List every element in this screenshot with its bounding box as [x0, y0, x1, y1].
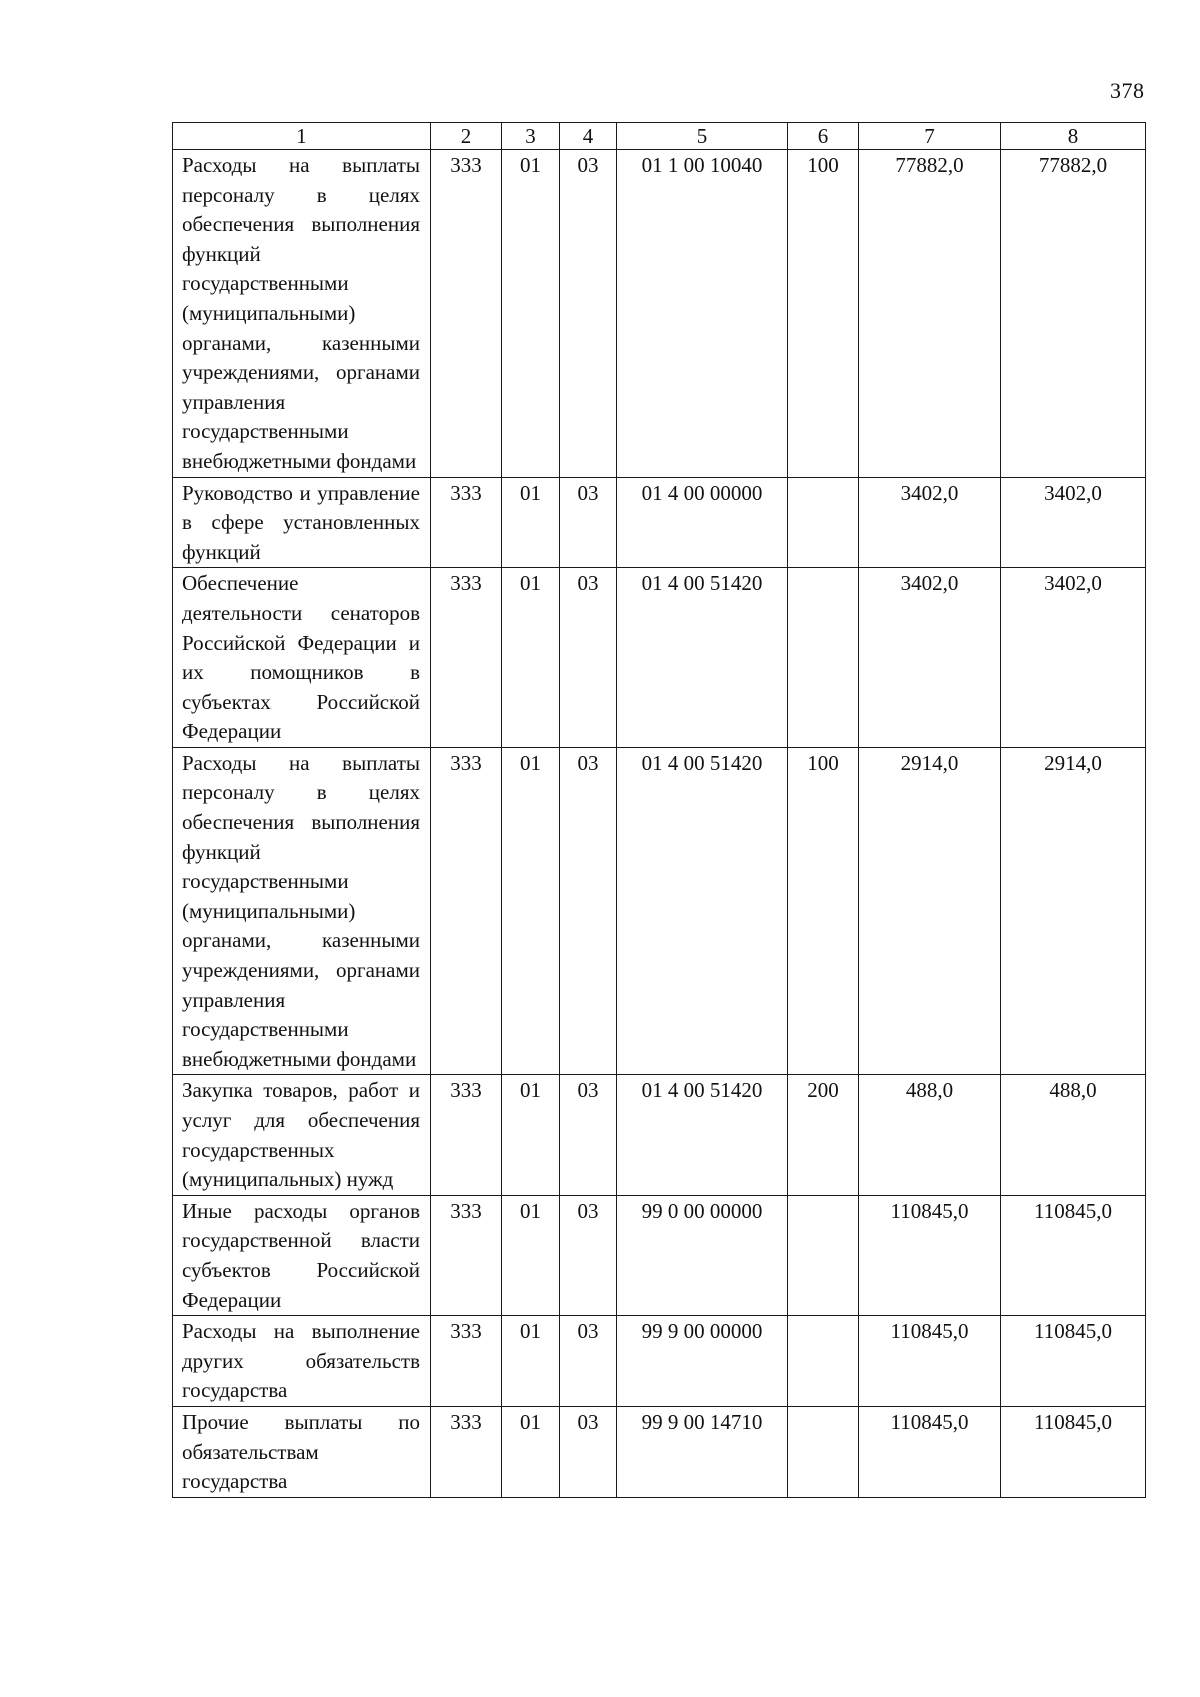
target-item-cell: 99 0 00 00000 — [617, 1195, 788, 1315]
column-header-8: 8 — [1001, 123, 1146, 150]
table-row — [173, 477, 1146, 568]
expense-type-cell: 100 — [788, 747, 859, 1075]
amount-cell-col8: 3402,0 — [1001, 477, 1146, 568]
target-item-cell: 01 4 00 51420 — [617, 568, 788, 748]
budget-table — [172, 122, 1146, 1498]
subsection-code-cell: 03 — [560, 568, 617, 748]
subsection-code-cell: 03 — [560, 1075, 617, 1195]
subsection-code-cell: 03 — [560, 1316, 617, 1407]
amount-cell-col8: 3402,0 — [1001, 568, 1146, 748]
expense-type-cell — [788, 568, 859, 748]
amount-cell-col8: 110845,0 — [1001, 1406, 1146, 1497]
target-item-cell: 01 4 00 51420 — [617, 747, 788, 1075]
expense-type-cell — [788, 1195, 859, 1315]
amount-cell-col7: 110845,0 — [859, 1316, 1001, 1407]
ministry-code-cell: 333 — [431, 1075, 502, 1195]
subsection-code-cell: 03 — [560, 150, 617, 478]
expense-type-cell — [788, 477, 859, 568]
column-header-6: 6 — [788, 123, 859, 150]
expense-type-cell: 200 — [788, 1075, 859, 1195]
page-number: 378 — [1110, 78, 1145, 103]
column-header-3: 3 — [502, 123, 560, 150]
amount-cell-col8: 488,0 — [1001, 1075, 1146, 1195]
section-code-cell: 01 — [502, 477, 560, 568]
table-row — [173, 1316, 1146, 1407]
table-row — [173, 150, 1146, 478]
ministry-code-cell: 333 — [431, 747, 502, 1075]
expense-name-cell: Расходы на выплаты персоналу в целях обеспечения выполнения функций государственными (муниципальными) органами, казенными учреждениями, органами управления государственными внебюджетными фондами — [173, 747, 431, 1075]
ministry-code-cell: 333 — [431, 477, 502, 568]
expense-name-cell: Прочие выплаты по обязательствам государства — [173, 1406, 431, 1497]
expense-name-cell: Обеспечение деятельности сенаторов Российской Федерации и их помощников в субъектах Российской Федерации — [173, 568, 431, 748]
section-code-cell: 01 — [502, 568, 560, 748]
amount-cell-col7: 110845,0 — [859, 1406, 1001, 1497]
target-item-cell: 01 4 00 00000 — [617, 477, 788, 568]
target-item-cell: 01 4 00 51420 — [617, 1075, 788, 1195]
section-code-cell: 01 — [502, 1406, 560, 1497]
ministry-code-cell: 333 — [431, 1406, 502, 1497]
amount-cell-col8: 77882,0 — [1001, 150, 1146, 478]
expense-type-cell — [788, 1316, 859, 1407]
table-row — [173, 568, 1146, 748]
ministry-code-cell: 333 — [431, 1316, 502, 1407]
table-header — [173, 123, 1146, 150]
subsection-code-cell: 03 — [560, 1406, 617, 1497]
expense-name-cell: Руководство и управление в сфере установленных функций — [173, 477, 431, 568]
amount-cell-col7: 2914,0 — [859, 747, 1001, 1075]
header-row — [173, 123, 1146, 150]
expense-type-cell — [788, 1406, 859, 1497]
amount-cell-col7: 77882,0 — [859, 150, 1001, 478]
table-row — [173, 1406, 1146, 1497]
section-code-cell: 01 — [502, 1195, 560, 1315]
column-header-4: 4 — [560, 123, 617, 150]
subsection-code-cell: 03 — [560, 1195, 617, 1315]
amount-cell-col7: 110845,0 — [859, 1195, 1001, 1315]
section-code-cell: 01 — [502, 747, 560, 1075]
column-header-2: 2 — [431, 123, 502, 150]
expense-name-cell: Расходы на выполнение других обязательств государства — [173, 1316, 431, 1407]
column-header-1: 1 — [173, 123, 431, 150]
ministry-code-cell: 333 — [431, 568, 502, 748]
amount-cell-col8: 110845,0 — [1001, 1195, 1146, 1315]
subsection-code-cell: 03 — [560, 747, 617, 1075]
amount-cell-col8: 2914,0 — [1001, 747, 1146, 1075]
target-item-cell: 99 9 00 14710 — [617, 1406, 788, 1497]
table-row — [173, 1075, 1146, 1195]
expense-type-cell: 100 — [788, 150, 859, 478]
section-code-cell: 01 — [502, 1075, 560, 1195]
expense-name-cell: Иные расходы органов государственной власти субъектов Российской Федерации — [173, 1195, 431, 1315]
expense-name-cell: Расходы на выплаты персоналу в целях обеспечения выполнения функций государственными (муниципальными) органами, казенными учреждениями, органами управления государственными внебюджетными фондами — [173, 150, 431, 478]
table-body — [173, 150, 1146, 1498]
amount-cell-col7: 3402,0 — [859, 477, 1001, 568]
section-code-cell: 01 — [502, 1316, 560, 1407]
target-item-cell: 99 9 00 00000 — [617, 1316, 788, 1407]
target-item-cell: 01 1 00 10040 — [617, 150, 788, 478]
column-header-5: 5 — [617, 123, 788, 150]
expense-name-cell: Закупка товаров, работ и услуг для обеспечения государственных (муниципальных) нужд — [173, 1075, 431, 1195]
amount-cell-col7: 3402,0 — [859, 568, 1001, 748]
amount-cell-col7: 488,0 — [859, 1075, 1001, 1195]
amount-cell-col8: 110845,0 — [1001, 1316, 1146, 1407]
section-code-cell: 01 — [502, 150, 560, 478]
ministry-code-cell: 333 — [431, 1195, 502, 1315]
ministry-code-cell: 333 — [431, 150, 502, 478]
subsection-code-cell: 03 — [560, 477, 617, 568]
table-row — [173, 747, 1146, 1075]
column-header-7: 7 — [859, 123, 1001, 150]
table-row — [173, 1195, 1146, 1315]
